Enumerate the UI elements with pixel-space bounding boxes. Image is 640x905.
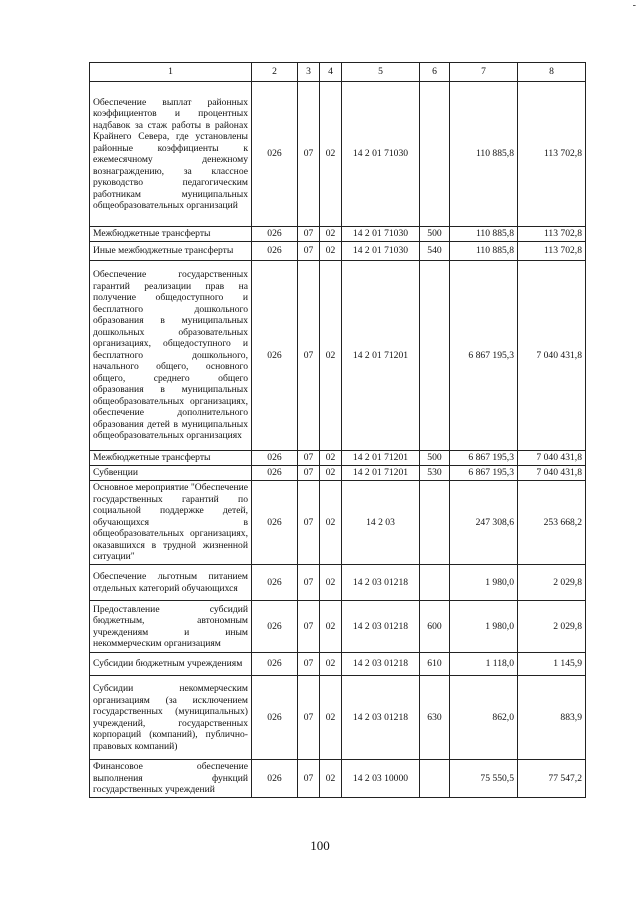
- amount-year2-cell: 7 040 431,8: [518, 261, 586, 451]
- amount-year1-cell: 1 980,0: [450, 565, 518, 601]
- amount-year1-cell: 1 980,0: [450, 601, 518, 653]
- table-row: [90, 760, 586, 798]
- amount-year1-cell: 6 867 195,3: [450, 466, 518, 481]
- section-cell: 07: [298, 466, 320, 481]
- table-header-row: [90, 63, 586, 82]
- ministry-code-cell: 026: [252, 676, 298, 760]
- expense-type-cell: 610: [420, 653, 450, 676]
- column-header: 7: [450, 63, 518, 82]
- target-article-cell: 14 2 01 71201: [342, 261, 420, 451]
- section-cell: 07: [298, 565, 320, 601]
- column-header: 1: [90, 63, 252, 82]
- section-cell: 07: [298, 261, 320, 451]
- column-header: 6: [420, 63, 450, 82]
- corner-mark: -: [632, 0, 636, 11]
- amount-year1-cell: 110 885,8: [450, 82, 518, 227]
- expense-type-cell: 600: [420, 601, 450, 653]
- amount-year1-cell: 247 308,6: [450, 481, 518, 565]
- target-article-cell: 14 2 01 71201: [342, 466, 420, 481]
- budget-table: [89, 62, 586, 798]
- subsection-cell: 02: [320, 565, 342, 601]
- expense-type-cell: [420, 565, 450, 601]
- target-article-cell: 14 2 03 01218: [342, 565, 420, 601]
- amount-year2-cell: 1 145,9: [518, 653, 586, 676]
- subsection-cell: 02: [320, 466, 342, 481]
- expense-type-cell: [420, 82, 450, 227]
- amount-year1-cell: 6 867 195,3: [450, 261, 518, 451]
- expense-type-cell: 630: [420, 676, 450, 760]
- section-cell: 07: [298, 242, 320, 261]
- amount-year2-cell: 113 702,8: [518, 82, 586, 227]
- subsection-cell: 02: [320, 601, 342, 653]
- amount-year1-cell: 110 885,8: [450, 242, 518, 261]
- section-cell: 07: [298, 451, 320, 466]
- amount-year2-cell: 7 040 431,8: [518, 451, 586, 466]
- target-article-cell: 14 2 03 01218: [342, 653, 420, 676]
- row-name-cell: Обеспечение льготным питанием отдельных категорий обучающихся: [90, 565, 252, 601]
- amount-year2-cell: 77 547,2: [518, 760, 586, 798]
- target-article-cell: 14 2 03 01218: [342, 601, 420, 653]
- subsection-cell: 02: [320, 653, 342, 676]
- target-article-cell: 14 2 01 71030: [342, 82, 420, 227]
- target-article-cell: 14 2 01 71030: [342, 227, 420, 242]
- column-header: 3: [298, 63, 320, 82]
- row-name-cell: Субсидии некоммерческим организациям (за исключением государственных (муниципальных) учреждений, государственных корпораций (компаний), публично-правовых компаний): [90, 676, 252, 760]
- expense-type-cell: [420, 481, 450, 565]
- table-row: [90, 466, 586, 481]
- section-cell: 07: [298, 481, 320, 565]
- target-article-cell: 14 2 03: [342, 481, 420, 565]
- expense-type-cell: 500: [420, 227, 450, 242]
- table-row: [90, 261, 586, 451]
- subsection-cell: 02: [320, 82, 342, 227]
- ministry-code-cell: 026: [252, 653, 298, 676]
- section-cell: 07: [298, 82, 320, 227]
- row-name-cell: Основное мероприятие "Обеспечение государственных гарантий по социальной поддержке детей, обучающихся в общеобразовательных организациях, оказавшихся в трудной жизненной ситуации": [90, 481, 252, 565]
- amount-year2-cell: 7 040 431,8: [518, 466, 586, 481]
- table-row: [90, 227, 586, 242]
- subsection-cell: 02: [320, 261, 342, 451]
- table-row: [90, 601, 586, 653]
- section-cell: 07: [298, 760, 320, 798]
- amount-year2-cell: 253 668,2: [518, 481, 586, 565]
- column-header: 5: [342, 63, 420, 82]
- table-row: [90, 451, 586, 466]
- ministry-code-cell: 026: [252, 601, 298, 653]
- target-article-cell: 14 2 03 10000: [342, 760, 420, 798]
- ministry-code-cell: 026: [252, 481, 298, 565]
- section-cell: 07: [298, 601, 320, 653]
- row-name-cell: Обеспечение государственных гарантий реализации прав на получение общедоступного и бесплатного дошкольного образования в муниципальных дошкольных образовательных организациях, общедоступного и бесплатного дошкольного, начального общего, основного общего, среднего общего образования в муниципальных общеобразовательных организациях, обеспечение дополнительного образования детей в муниципальных общеобразовательных организациях: [90, 261, 252, 451]
- amount-year2-cell: 2 029,8: [518, 565, 586, 601]
- column-header: 4: [320, 63, 342, 82]
- expense-type-cell: 500: [420, 451, 450, 466]
- subsection-cell: 02: [320, 242, 342, 261]
- ministry-code-cell: 026: [252, 565, 298, 601]
- subsection-cell: 02: [320, 676, 342, 760]
- table-row: [90, 653, 586, 676]
- row-name-cell: Субсидии бюджетным учреждениям: [90, 653, 252, 676]
- row-name-cell: Субвенции: [90, 466, 252, 481]
- table-row: [90, 242, 586, 261]
- row-name-cell: Иные межбюджетные трансферты: [90, 242, 252, 261]
- amount-year2-cell: 883,9: [518, 676, 586, 760]
- row-name-cell: Межбюджетные трансферты: [90, 227, 252, 242]
- table-row: [90, 676, 586, 760]
- ministry-code-cell: 026: [252, 261, 298, 451]
- target-article-cell: 14 2 01 71201: [342, 451, 420, 466]
- expense-type-cell: 530: [420, 466, 450, 481]
- ministry-code-cell: 026: [252, 451, 298, 466]
- amount-year2-cell: 113 702,8: [518, 227, 586, 242]
- subsection-cell: 02: [320, 451, 342, 466]
- amount-year2-cell: 113 702,8: [518, 242, 586, 261]
- subsection-cell: 02: [320, 760, 342, 798]
- table-row: [90, 481, 586, 565]
- subsection-cell: 02: [320, 227, 342, 242]
- section-cell: 07: [298, 676, 320, 760]
- expense-type-cell: [420, 261, 450, 451]
- target-article-cell: 14 2 03 01218: [342, 676, 420, 760]
- table-row: [90, 565, 586, 601]
- amount-year1-cell: 1 118,0: [450, 653, 518, 676]
- ministry-code-cell: 026: [252, 242, 298, 261]
- page-number: 100: [310, 838, 330, 853]
- section-cell: 07: [298, 227, 320, 242]
- amount-year1-cell: 75 550,5: [450, 760, 518, 798]
- row-name-cell: Финансовое обеспечение выполнения функций государственных учреждений: [90, 760, 252, 798]
- expense-type-cell: 540: [420, 242, 450, 261]
- row-name-cell: Обеспечение выплат районных коэффициентов и процентных надбавок за стаж работы в районах Крайнего Севера, где установлены районные коэффициенты к ежемесячному денежному вознаграждению, за классное руководство педагогическим работникам муниципальных общеобразовательных организаций: [90, 82, 252, 227]
- ministry-code-cell: 026: [252, 82, 298, 227]
- section-cell: 07: [298, 653, 320, 676]
- amount-year2-cell: 2 029,8: [518, 601, 586, 653]
- ministry-code-cell: 026: [252, 760, 298, 798]
- target-article-cell: 14 2 01 71030: [342, 242, 420, 261]
- ministry-code-cell: 026: [252, 466, 298, 481]
- row-name-cell: Предоставление субсидий бюджетным, автономным учреждениям и иным некоммерческим организациям: [90, 601, 252, 653]
- row-name-cell: Межбюджетные трансферты: [90, 451, 252, 466]
- table-row: [90, 82, 586, 227]
- ministry-code-cell: 026: [252, 227, 298, 242]
- column-header: 8: [518, 63, 586, 82]
- column-header: 2: [252, 63, 298, 82]
- amount-year1-cell: 862,0: [450, 676, 518, 760]
- subsection-cell: 02: [320, 481, 342, 565]
- expense-type-cell: [420, 760, 450, 798]
- amount-year1-cell: 110 885,8: [450, 227, 518, 242]
- amount-year1-cell: 6 867 195,3: [450, 451, 518, 466]
